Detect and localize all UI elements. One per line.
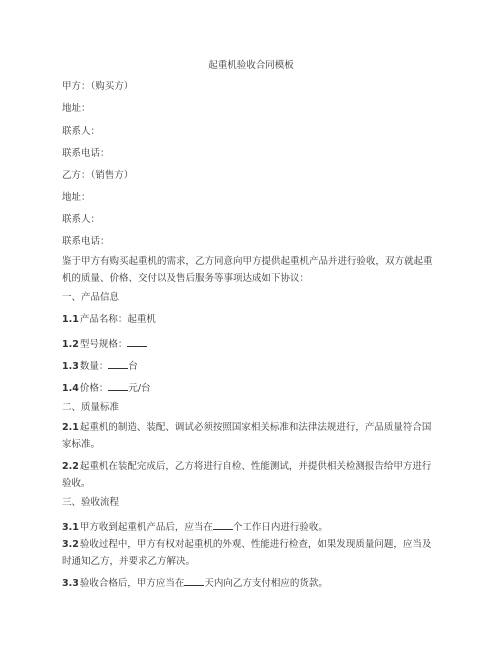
item-text: 数量：: [79, 361, 109, 372]
item-2-2: [62, 458, 440, 492]
item-number: 2.1: [62, 422, 79, 433]
party-a-label: 甲方：（购买方）: [62, 81, 134, 92]
party-b-contact: 联系人：: [62, 214, 101, 225]
item-number: 3.1: [62, 522, 79, 533]
item-unit: 元/台: [128, 383, 151, 394]
party-b-address: 地址：: [62, 192, 91, 203]
section-3-heading: 三、验收流程: [62, 497, 120, 508]
item-1-4: [62, 380, 151, 395]
item-text: 验收合格后，甲方应当在: [79, 578, 185, 589]
section-2-heading: 二、质量标准: [62, 402, 120, 413]
party-a-phone: 联系电话：: [62, 148, 110, 159]
item-3-2: [62, 536, 440, 570]
fill-blank: [108, 358, 128, 369]
item-number: 1.2: [62, 339, 79, 350]
fill-blank: [127, 336, 147, 347]
item-text: 甲方收到起重机产品后，应当在: [79, 522, 213, 533]
item-text-after: 天内向乙方支付相应的货款。: [204, 578, 328, 589]
party-b-label: 乙方：（销售方）: [62, 170, 134, 181]
item-text: 起重机在装配完成后，乙方将进行自检、性能测试，并提供相关检测报告给甲方进行验收。: [62, 461, 432, 489]
item-unit: 台: [128, 361, 138, 372]
fill-blank: [108, 380, 128, 391]
item-text-after: 个工作日内进行验收。: [232, 522, 328, 533]
item-3-1: [62, 519, 328, 534]
item-number: 1.4: [62, 383, 79, 394]
item-text: 验收过程中，甲方有权对起重机的外观、性能进行检查，如果发现质量问题，应当及时通知乙方，并要求乙方解决。: [62, 539, 432, 567]
item-1-3: [62, 358, 138, 373]
item-2-1: [62, 419, 440, 453]
item-text: 起重机的制造、装配、调试必须按照国家相关标准和法律法规进行，产品质量符合国家标准。: [62, 422, 432, 450]
party-a-address: 地址：: [62, 103, 91, 114]
item-1-1: [62, 314, 156, 326]
item-number: 3.2: [62, 539, 79, 550]
section-1-heading: 一、产品信息: [62, 292, 120, 303]
item-1-2: [62, 336, 147, 351]
party-b-phone: 联系电话：: [62, 236, 110, 247]
item-number: 1.1: [62, 314, 79, 325]
item-number: 2.2: [62, 461, 79, 472]
item-3-3: [62, 575, 328, 590]
item-number: 1.3: [62, 361, 79, 372]
document-title: 起重机验收合同模板: [208, 60, 294, 71]
item-text: 价格：: [79, 383, 109, 394]
item-number: 3.3: [62, 578, 79, 589]
item-text: 产品名称：起重机: [79, 314, 156, 325]
fill-blank: [213, 519, 233, 530]
preamble-paragraph: 鉴于甲方有购买起重机的需求，乙方同意向甲方提供起重机产品并进行验收，双方就起重机的质量、价格、交付以及售后服务等事项达成如下协议：: [62, 256, 433, 284]
fill-blank: [184, 575, 204, 586]
party-a-contact: 联系人：: [62, 126, 101, 137]
item-text: 型号规格：: [79, 339, 128, 350]
